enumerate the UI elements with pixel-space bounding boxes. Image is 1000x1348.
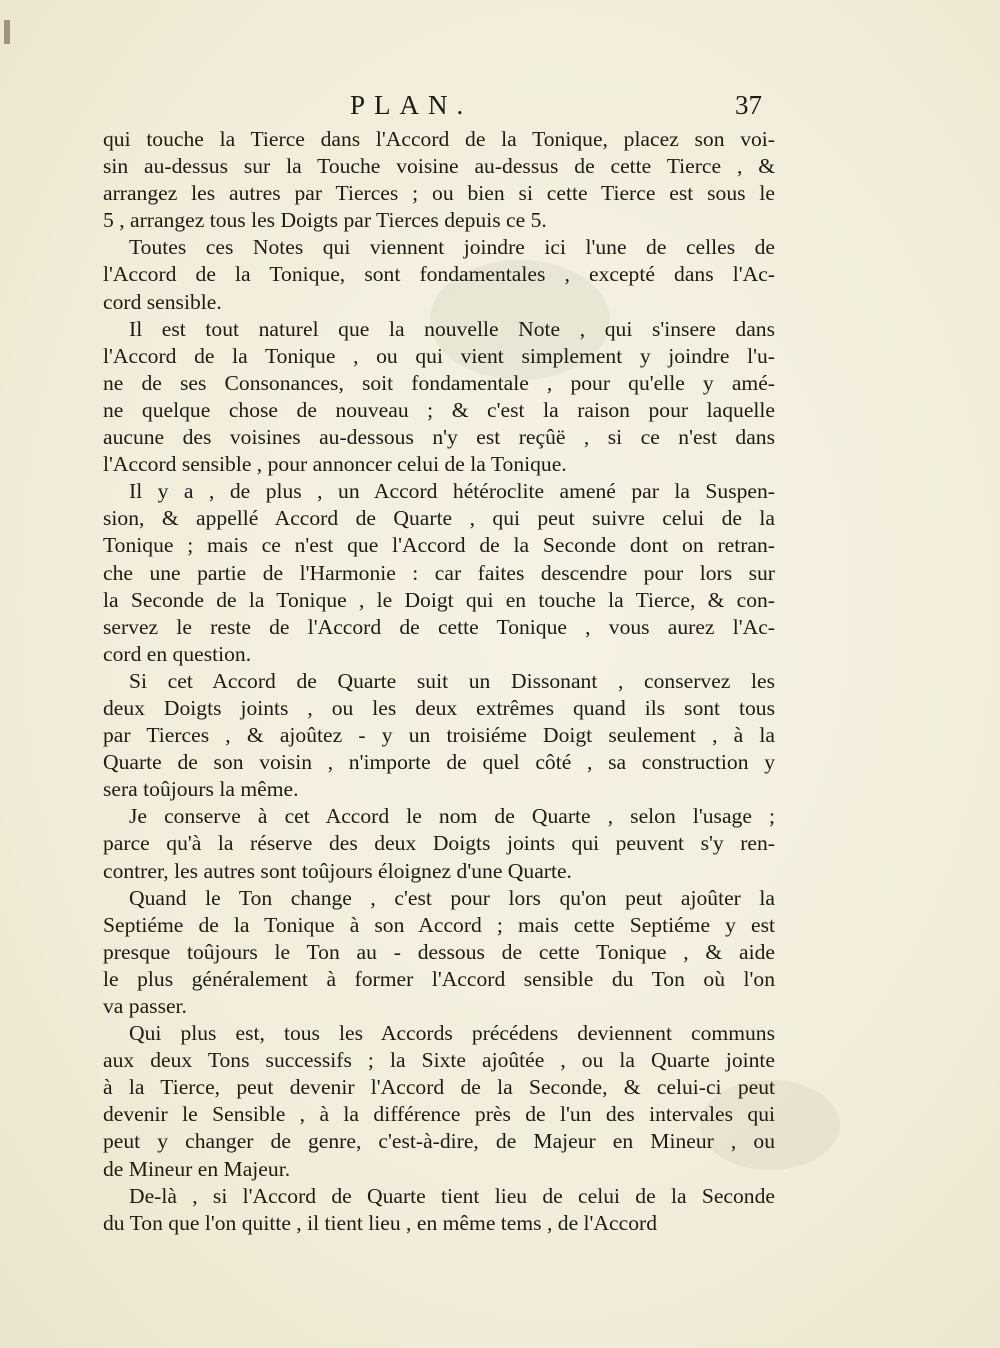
text-line: cord sensible. [103, 289, 222, 314]
text-line: du Ton que l'on quitte , il tient lieu , en même tems , de l'Accord [103, 1210, 657, 1235]
text-line: le plus généralement à former l'Accord sensible du Ton où l'on [103, 966, 775, 991]
text-line: qui touche la Tierce dans l'Accord de la Tonique, placez son voi- [103, 127, 775, 151]
text-line: Septiéme de la Tonique à son Accord ; mais cette Septiéme y est [103, 912, 775, 937]
text-line: servez le reste de l'Accord de cette Tonique , vous aurez l'Ac- [103, 614, 775, 639]
text-line: 5 , arrangez tous les Doigts par Tierces depuis ce 5. [103, 208, 547, 233]
paragraph [103, 316, 775, 479]
page-number: 37 [735, 90, 762, 120]
text-line: par Tierces , & ajoûtez - y un troisiéme Doigt seulement , à la [103, 723, 775, 748]
text-line: Je conserve à cet Accord le nom de Quarte , selon l'usage ; [129, 804, 775, 829]
text-line: sion, & appellé Accord de Quarte , qui peut suivre celui de la [103, 506, 775, 531]
text-line: l'Accord de la Tonique, sont fondamentales , excepté dans l'Ac- [103, 262, 775, 287]
paragraph [103, 234, 775, 315]
text-line: Il y a , de plus , un Accord hétéroclite amené par la Suspen- [129, 479, 775, 504]
text-line: l'Accord sensible , pour annoncer celui de la Tonique. [103, 452, 567, 477]
text-line: presque toûjours le Ton au - dessous de cette Tonique , & aide [103, 939, 775, 964]
running-head: PLAN. [350, 90, 473, 120]
text-line: cord en question. [103, 641, 252, 666]
paragraph [103, 803, 775, 884]
text-line: Qui plus est, tous les Accords précédens deviennent communs [129, 1021, 775, 1046]
text-line: arrangez les autres par Tierces ; ou bien si cette Tierce est sous le [103, 181, 775, 206]
text-line: Quarte de son voisin , n'importe de quel côté , sa construction y [103, 750, 775, 775]
paragraph [103, 885, 775, 1020]
body-text [103, 126, 775, 1237]
text-line: devenir le Sensible , à la différence près de l'un des intervales qui [103, 1102, 775, 1127]
paragraph [103, 1020, 775, 1183]
text-line: contrer, les autres sont toûjours éloignez d'une Quarte. [103, 858, 572, 883]
page-header [0, 90, 1000, 130]
text-line: la Seconde de la Tonique , le Doigt qui en touche la Tierce, & con- [103, 587, 775, 612]
text-line: Il est tout naturel que la nouvelle Note , qui s'insere dans [129, 316, 775, 341]
text-line: à la Tierce, peut devenir l'Accord de la Seconde, & celui-ci peut [103, 1075, 775, 1100]
text-line: l'Accord de la Tonique , ou qui vient simplement y joindre l'u- [103, 343, 775, 368]
paragraph [103, 478, 775, 668]
text-line: va passer. [103, 994, 187, 1018]
text-line: sera toûjours la même. [103, 777, 299, 802]
page-edge-mark [4, 20, 10, 44]
paragraph [103, 668, 775, 803]
text-line: aux deux Tons successifs ; la Sixte ajoûtée , ou la Quarte jointe [103, 1048, 775, 1073]
text-line: peut y changer de genre, c'est-à-dire, de Majeur en Mineur , ou [103, 1129, 775, 1154]
paragraph [103, 126, 775, 234]
paragraph [103, 1183, 775, 1237]
text-line: ne de ses Consonances, soit fondamentale , pour qu'elle y amé- [103, 370, 775, 395]
text-line: sin au-dessus sur la Touche voisine au-dessus de cette Tierce , & [103, 154, 775, 179]
text-line: Tonique ; mais ce n'est que l'Accord de la Seconde dont on retran- [103, 533, 775, 558]
text-line: che une partie de l'Harmonie : car faites descendre pour lors sur [103, 560, 775, 585]
text-line: Toutes ces Notes qui viennent joindre ici l'une de celles de [129, 235, 775, 260]
text-line: De-là , si l'Accord de Quarte tient lieu de celui de la Seconde [129, 1183, 775, 1208]
text-line: ne quelque chose de nouveau ; & c'est la raison pour laquelle [103, 397, 775, 422]
text-line: de Mineur en Majeur. [103, 1156, 291, 1181]
text-line: aucune des voisines au-dessous n'y est reçûë , si ce n'est dans [103, 425, 775, 450]
text-line: Quand le Ton change , c'est pour lors qu'on peut ajoûter la [129, 885, 775, 910]
text-line: Si cet Accord de Quarte suit un Dissonant , conservez les [129, 668, 775, 693]
text-line: deux Doigts joints , ou les deux extrêmes quand ils sont tous [103, 695, 775, 720]
text-line: parce qu'à la réserve des deux Doigts joints qui peuvent s'y ren- [103, 831, 775, 856]
